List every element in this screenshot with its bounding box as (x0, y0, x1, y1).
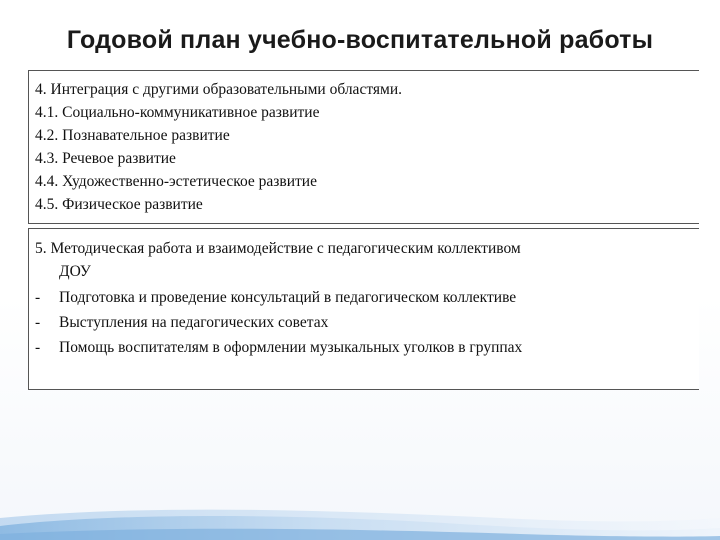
section-4-heading: 4. Интеграция с другими образовательными областями. (35, 81, 402, 98)
section-4-box (28, 70, 699, 224)
section-5-heading: 5. Методическая работа и взаимодействие с педагогическим коллективом (35, 240, 521, 257)
section-5-list-item (35, 286, 699, 309)
dash-bullet: - (35, 314, 41, 331)
section-4-item: 4.2. Познавательное развитие (35, 127, 230, 144)
section-4-item: 4.3. Речевое развитие (35, 150, 176, 167)
slide-title: Годовой план учебно-воспитательной работы (66, 26, 654, 54)
section-5-item-text: Подготовка и проведение консультаций в педагогическом коллективе (59, 289, 517, 306)
section-5-item-text: Помощь воспитателям в оформлении музыкальных уголков в группах (59, 339, 523, 356)
section-5-list-item (35, 311, 699, 334)
section-5-list-item (35, 336, 699, 359)
section-5-heading-continued: ДОУ (59, 263, 91, 280)
section-4-item: 4.5. Физическое развитие (35, 196, 203, 213)
section-4-item: 4.1. Социально-коммуникативное развитие (35, 104, 320, 121)
footer-wave-decoration (0, 488, 720, 540)
section-5-box (28, 228, 699, 390)
section-4-item: 4.4. Художественно-эстетическое развитие (35, 173, 317, 190)
section-5-item-text: Выступления на педагогических советах (59, 314, 329, 331)
dash-bullet: - (35, 339, 41, 356)
dash-bullet: - (35, 289, 41, 306)
